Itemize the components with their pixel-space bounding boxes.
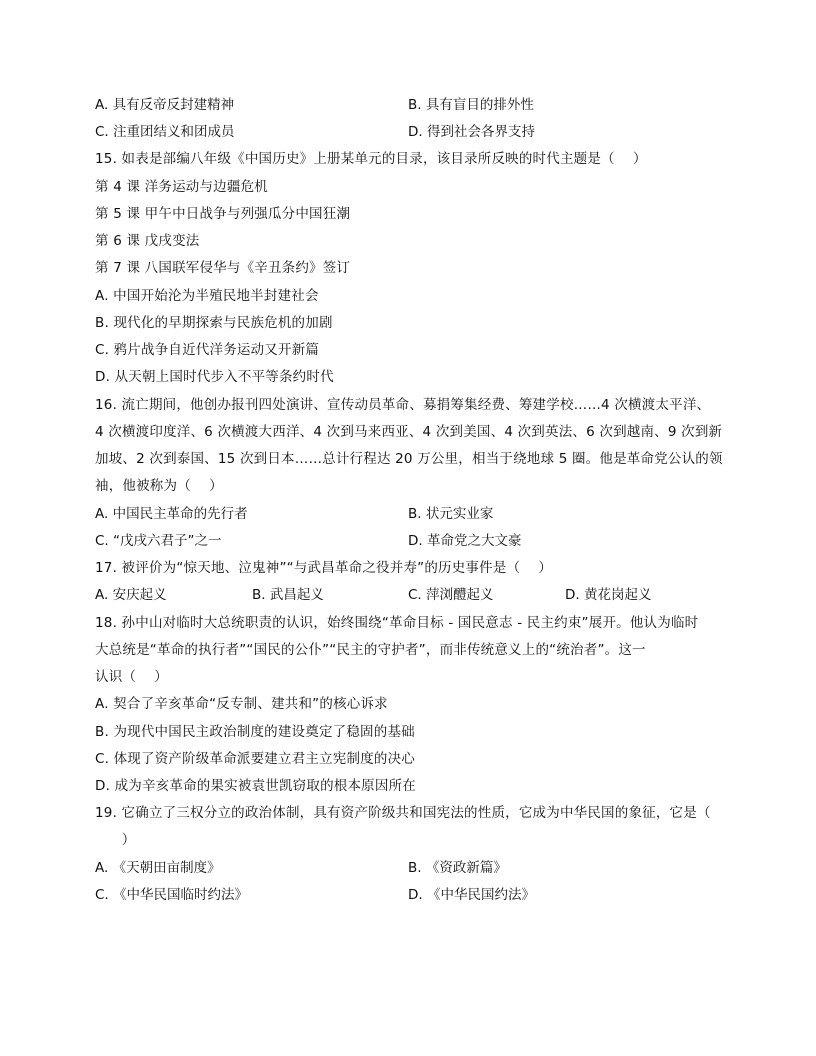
- q19-option-d: D. 《中华民国约法》: [408, 887, 535, 903]
- q14-option-a: A. 具有反帝反封建精神: [95, 97, 235, 113]
- q17-option-a: A. 安庆起义: [95, 587, 167, 603]
- q14-option-c: C. 注重团结义和团成员: [95, 124, 235, 140]
- q17-stem: 17. 被评价为“惊天地、泣鬼神”“与武昌革命之役并寿”的历史事件是（ ）: [95, 560, 553, 576]
- q14-option-b: B. 具有盲目的排外性: [408, 97, 534, 113]
- q18-option-d: D. 成为辛亥革命的果实被袁世凯窃取的根本原因所在: [95, 778, 416, 794]
- q19-option-b: B. 《资政新篇》: [408, 860, 507, 876]
- q19-option-c: C. 《中华民国临时约法》: [95, 887, 249, 903]
- q15-table-line: 第 4 课 洋务运动与边疆危机: [95, 179, 268, 195]
- q18-option-c: C. 体现了资产阶级革命派要建立君主立宪制度的决心: [95, 751, 416, 767]
- q14-option-d: D. 得到社会各界支持: [408, 124, 535, 140]
- q15-stem: 15. 如表是部编八年级《中国历史》上册某单元的目录，该目录所反映的时代主题是（ ）: [95, 151, 647, 167]
- q16-option-c: C. “戊戌六君子”之一: [95, 533, 222, 549]
- q15-table-line: 第 5 课 甲午中日战争与列强瓜分中国狂潮: [95, 206, 351, 222]
- q16-stem-line: 袖，他被称为（ ）: [95, 478, 223, 494]
- q17-option-b: B. 武昌起义: [252, 587, 324, 603]
- q19-stem-line: 19. 它确立了三权分立的政治体制，具有资产阶级共和国宪法的性质，它成为中华民国的象征，它是（: [95, 805, 711, 821]
- q15-option-c: C. 鸦片战争自近代洋务运动又开新篇: [95, 342, 320, 358]
- q18-stem-line: 大总统是“革命的执行者”“国民的公仆”“民主的守护者”，而非传统意义上的“统治者”。这一: [95, 642, 646, 658]
- q15-table-line: 第 6 课 戊戌变法: [95, 233, 200, 249]
- q16-option-a: A. 中国民主革命的先行者: [95, 506, 248, 522]
- q16-stem-line: 加坡、2 次到泰国、15 次到日本……总计行程达 20 万公里，相当于绕地球 5 圈。他是革命党公认的领: [95, 451, 723, 467]
- q15-option-b: B. 现代化的早期探索与民族危机的加剧: [95, 315, 333, 331]
- q16-option-b: B. 状元实业家: [408, 506, 494, 522]
- q18-stem-line: 18. 孙中山对临时大总统职责的认识，始终围绕“革命目标 - 国民意志 - 民主约束”展开。他认为临时: [95, 615, 699, 631]
- q18-option-a: A. 契合了辛亥革命“反专制、建共和”的核心诉求: [95, 696, 388, 712]
- q16-stem-line: 4 次横渡印度洋、6 次横渡大西洋、4 次到马来西亚、4 次到美国、4 次到英法、6 次到越南、9 次到新: [95, 424, 723, 440]
- q16-option-d: D. 革命党之大文豪: [408, 533, 522, 549]
- q15-option-a: A. 中国开始沦为半殖民地半封建社会: [95, 288, 319, 304]
- q19-stem-line: ）: [108, 832, 136, 848]
- q18-stem-line: 认识（ ）: [95, 669, 168, 685]
- q15-option-d: D. 从天朝上国时代步入不平等条约时代: [95, 369, 334, 385]
- q16-stem-line: 16. 流亡期间，他创办报刊四处演讲、宣传动员革命、募捐筹集经费、筹建学校……4 次横渡太平洋、: [95, 397, 711, 413]
- q18-option-b: B. 为现代中国民主政治制度的建设奠定了稳固的基础: [95, 724, 415, 740]
- q15-table-line: 第 7 课 八国联军侵华与《辛丑条约》签订: [95, 260, 351, 276]
- q19-option-a: A. 《天朝田亩制度》: [95, 860, 221, 876]
- q17-option-d: D. 黄花岗起义: [565, 587, 652, 603]
- q17-option-c: C. 萍浏醴起义: [408, 587, 494, 603]
